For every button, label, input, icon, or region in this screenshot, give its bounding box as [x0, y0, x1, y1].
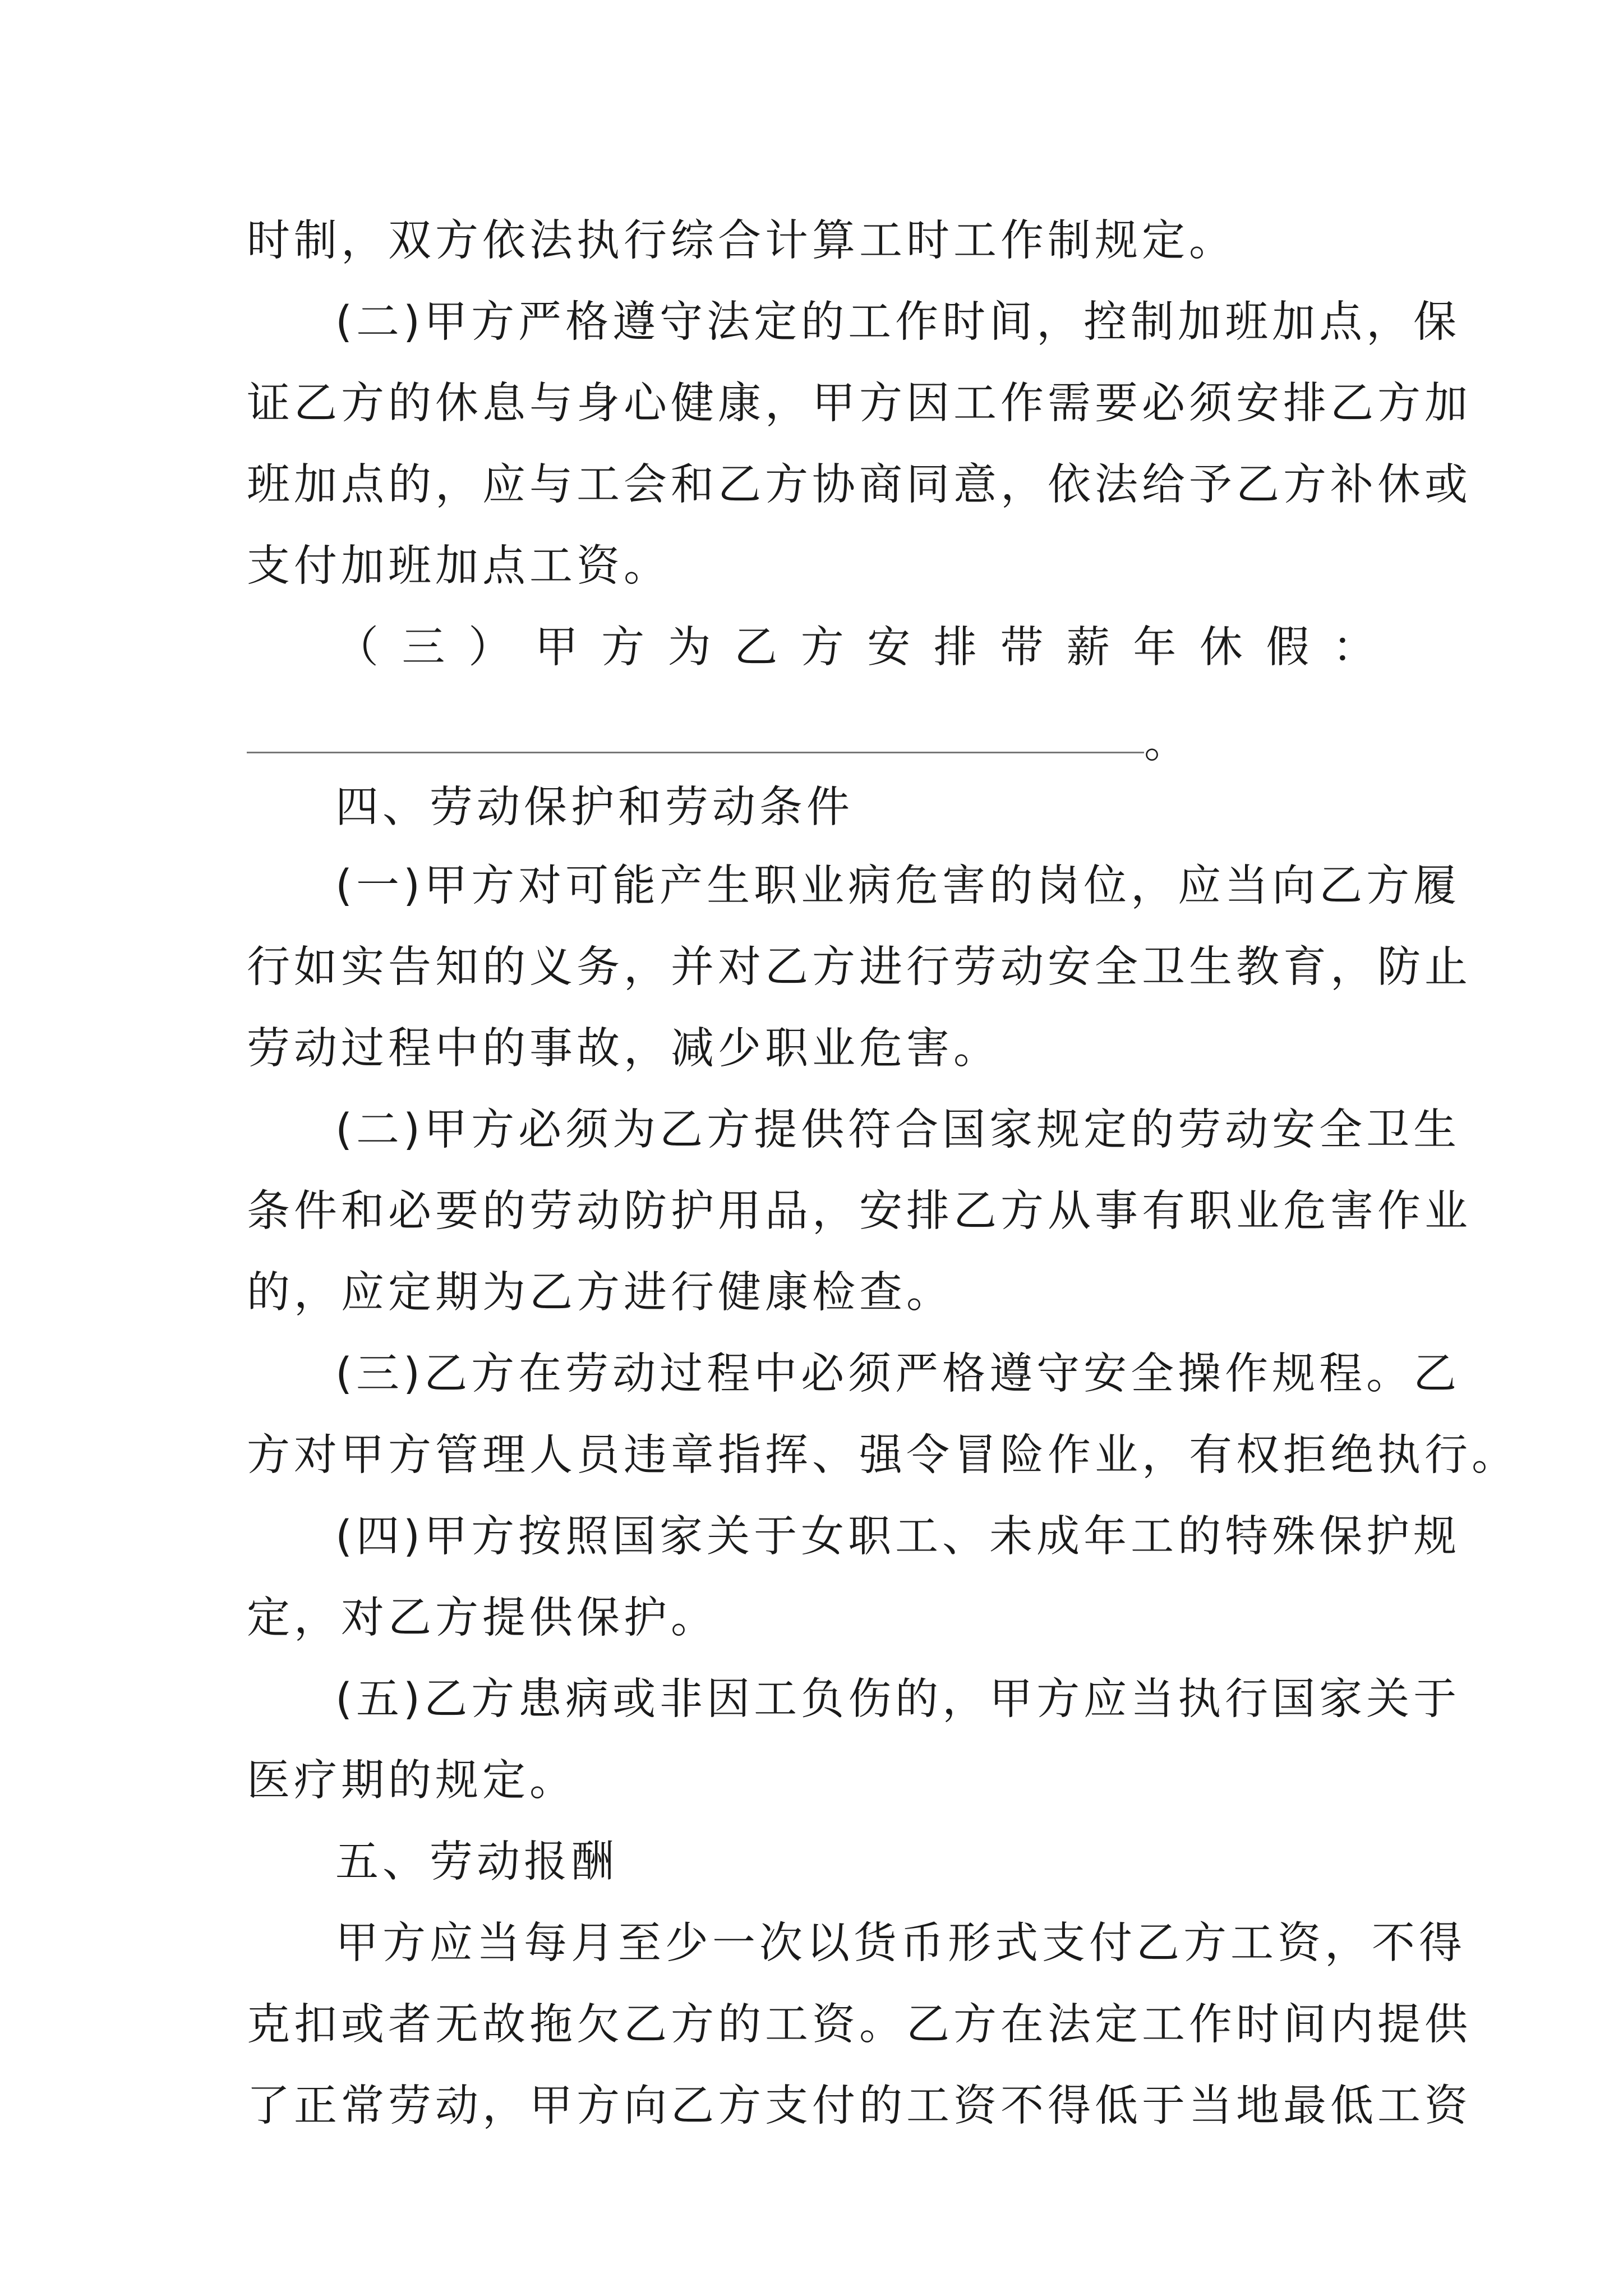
text-line: 定，对乙方提供保护。 — [247, 1593, 718, 1643]
text-line: 支付加班加点工资。 — [247, 541, 671, 591]
text-line: 医疗期的规定。 — [247, 1756, 577, 1806]
text-line: (二)甲方必须为乙方提供符合国家规定的劳动安全卫生 — [335, 1105, 1461, 1155]
text-line: 行如实告知的义务，并对乙方进行劳动安全卫生教育，防止 — [247, 942, 1472, 992]
text-line: 条件和必要的劳动防护用品，安排乙方从事有职业危害作业 — [247, 1186, 1472, 1236]
section-heading: 五、劳动报酬 — [335, 1837, 618, 1887]
text-line: (一)甲方对可能产生职业病危害的岗位，应当向乙方履 — [335, 861, 1461, 911]
text-line: (四)甲方按照国家关于女职工、未成年工的特殊保护规 — [335, 1512, 1461, 1562]
blank-underline — [247, 752, 1144, 753]
text-line: （三）甲方为乙方安排带薪年休假： — [335, 623, 1380, 673]
text-line: 了正常劳动，甲方向乙方支付的工资不得低于当地最低工资 — [247, 2081, 1472, 2131]
text-line: 的，应定期为乙方进行健康检查。 — [247, 1268, 953, 1318]
section-heading: 四、劳动保护和劳动条件 — [335, 783, 854, 832]
text-line: 班加点的，应与工会和乙方协商同意，依法给予乙方补休或 — [247, 460, 1472, 510]
blank-terminator: 。 — [1144, 718, 1187, 768]
text-line: 劳动过程中的事故，减少职业危害。 — [247, 1024, 1000, 1074]
text-line: (二)甲方严格遵守法定的工作时间，控制加班加点，保 — [335, 297, 1461, 347]
text-line: (五)乙方患病或非因工负伤的，甲方应当执行国家关于 — [335, 1674, 1461, 1724]
text-line: 方对甲方管理人员违章指挥、强令冒险作业，有权拒绝执行。 — [247, 1430, 1519, 1480]
text-line: 克扣或者无故拖欠乙方的工资。乙方在法定工作时间内提供 — [247, 2000, 1472, 2050]
text-line: 证乙方的休息与身心健康，甲方因工作需要必须安排乙方加 — [247, 379, 1472, 429]
text-line: 时制，双方依法执行综合计算工时工作制规定。 — [247, 216, 1236, 266]
text-line: (三)乙方在劳动过程中必须严格遵守安全操作规程。乙 — [335, 1349, 1461, 1399]
fill-in-blank — [247, 715, 1402, 771]
text-line: 甲方应当每月至少一次以货币形式支付乙方工资，不得 — [335, 1918, 1466, 1968]
